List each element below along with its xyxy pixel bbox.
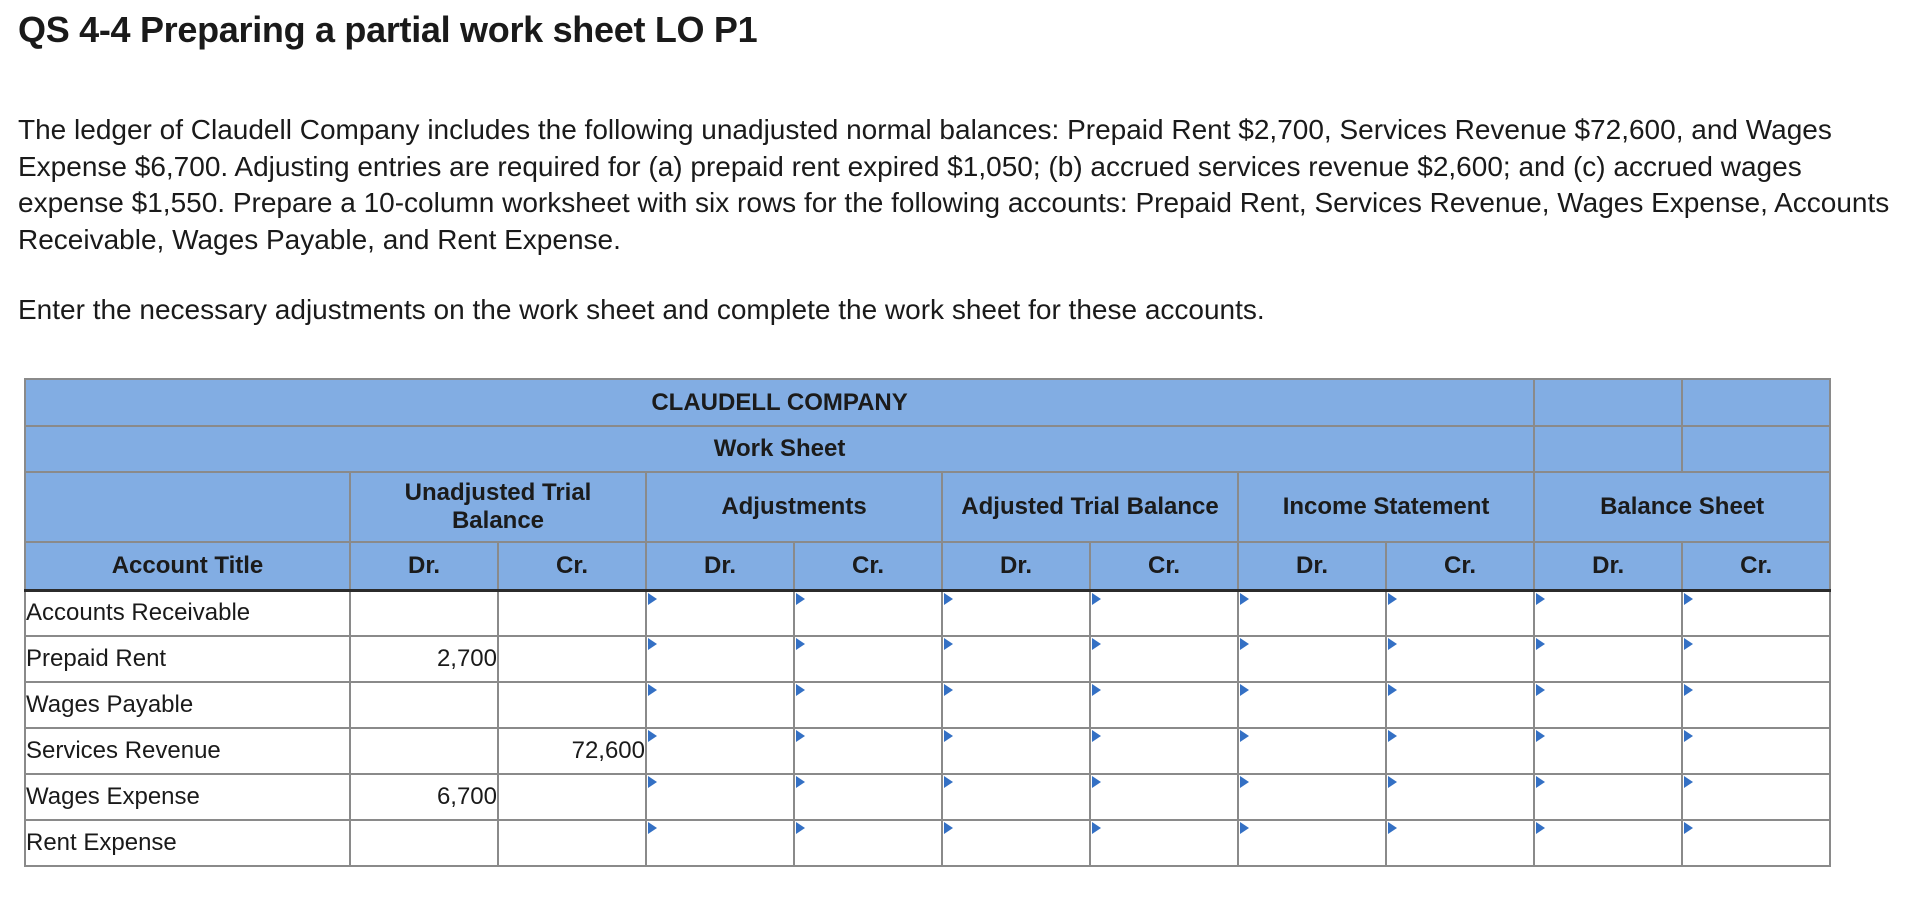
input-marker-icon bbox=[1536, 638, 1545, 650]
income-dr-input[interactable] bbox=[1239, 729, 1385, 773]
input-marker-icon bbox=[1092, 593, 1101, 605]
adjusted-dr-input[interactable] bbox=[943, 637, 1089, 681]
adjusted-cr-input[interactable] bbox=[1091, 683, 1237, 727]
input-marker-icon bbox=[796, 776, 805, 788]
income-cr-input-cell bbox=[1386, 774, 1534, 820]
adjusted-cr-input[interactable] bbox=[1091, 775, 1237, 819]
input-marker-icon bbox=[1240, 730, 1249, 742]
input-marker-icon bbox=[1388, 638, 1397, 650]
unadjusted-cr-cell bbox=[498, 636, 646, 682]
income-dr-input[interactable] bbox=[1239, 775, 1385, 819]
adjusted-dr-input-cell bbox=[942, 590, 1090, 636]
adjusted-dr-input[interactable] bbox=[943, 821, 1089, 865]
section-unadjusted-label: Unadjusted Trial Balance bbox=[404, 479, 592, 534]
unadjusted-cr-cell bbox=[498, 820, 646, 866]
balance-cr-input-cell bbox=[1682, 774, 1830, 820]
input-marker-icon bbox=[944, 822, 953, 834]
table-row bbox=[25, 682, 1830, 728]
adjustments-dr-header: Dr. bbox=[646, 542, 794, 590]
adjusted-dr-input-cell bbox=[942, 774, 1090, 820]
unadjusted-dr-cell bbox=[350, 590, 498, 636]
balance-cr-input[interactable] bbox=[1683, 729, 1829, 773]
adjustments-cr-input-cell bbox=[794, 728, 942, 774]
adjustments-cr-input[interactable] bbox=[795, 729, 941, 773]
input-marker-icon bbox=[944, 638, 953, 650]
input-marker-icon bbox=[796, 822, 805, 834]
adjusted-cr-input-cell bbox=[1090, 636, 1238, 682]
input-marker-icon bbox=[1240, 638, 1249, 650]
balance-dr-input-cell bbox=[1534, 728, 1682, 774]
input-marker-icon bbox=[648, 776, 657, 788]
adjusted-cr-header: Cr. bbox=[1090, 542, 1238, 590]
income-dr-input[interactable] bbox=[1239, 821, 1385, 865]
balance-cr-input[interactable] bbox=[1683, 821, 1829, 865]
income-cr-input[interactable] bbox=[1387, 729, 1533, 773]
income-cr-input[interactable] bbox=[1387, 592, 1533, 636]
account-title-cell: Accounts Receivable bbox=[25, 590, 350, 636]
unadjusted-dr-cell: 6,700 bbox=[350, 774, 498, 820]
account-title-cell: Rent Expense bbox=[25, 820, 350, 866]
table-row bbox=[25, 590, 1830, 636]
input-marker-icon bbox=[1684, 822, 1693, 834]
income-cr-input[interactable] bbox=[1387, 637, 1533, 681]
adjustments-cr-input-cell bbox=[794, 636, 942, 682]
adjusted-cr-input[interactable] bbox=[1091, 729, 1237, 773]
adjusted-dr-input-cell bbox=[942, 636, 1090, 682]
unadjusted-cr-cell bbox=[498, 774, 646, 820]
input-marker-icon bbox=[1092, 776, 1101, 788]
balance-dr-input-cell bbox=[1534, 682, 1682, 728]
adjustments-dr-input-cell bbox=[646, 590, 794, 636]
balance-cr-input-cell bbox=[1682, 590, 1830, 636]
adjusted-dr-input[interactable] bbox=[943, 683, 1089, 727]
input-marker-icon bbox=[1684, 776, 1693, 788]
question-instruction: Enter the necessary adjustments on the work sheet and complete the work sheet for these accounts. bbox=[18, 294, 1265, 325]
input-marker-icon bbox=[648, 822, 657, 834]
input-marker-icon bbox=[648, 684, 657, 696]
input-marker-icon bbox=[944, 730, 953, 742]
input-marker-icon bbox=[1092, 730, 1101, 742]
input-marker-icon bbox=[1388, 776, 1397, 788]
adjustments-dr-input[interactable] bbox=[647, 729, 793, 773]
input-marker-icon bbox=[1388, 730, 1397, 742]
unadjusted-dr-cell bbox=[350, 682, 498, 728]
adjusted-dr-input[interactable] bbox=[943, 592, 1089, 636]
section-adjusted-trial-balance: Adjusted Trial Balance bbox=[942, 472, 1238, 542]
input-marker-icon bbox=[1388, 684, 1397, 696]
section-income-statement: Income Statement bbox=[1238, 472, 1534, 542]
account-title-cell: Wages Payable bbox=[25, 682, 350, 728]
adjustments-cr-input[interactable] bbox=[795, 821, 941, 865]
unadjusted-dr-cell bbox=[350, 728, 498, 774]
adjustments-cr-input-cell bbox=[794, 682, 942, 728]
input-marker-icon bbox=[1240, 593, 1249, 605]
input-marker-icon bbox=[1536, 776, 1545, 788]
balance-cr-input[interactable] bbox=[1683, 775, 1829, 819]
balance-cr-input-cell bbox=[1682, 636, 1830, 682]
income-cr-input[interactable] bbox=[1387, 775, 1533, 819]
balance-cr-input-cell bbox=[1682, 820, 1830, 866]
unadjusted-cr-cell bbox=[498, 682, 646, 728]
adjustments-dr-input-cell bbox=[646, 728, 794, 774]
input-marker-icon bbox=[796, 730, 805, 742]
income-cr-input[interactable] bbox=[1387, 821, 1533, 865]
income-dr-input-cell bbox=[1238, 682, 1386, 728]
income-dr-input-cell bbox=[1238, 636, 1386, 682]
header-blank-cell bbox=[1534, 426, 1682, 472]
balance-cr-input[interactable] bbox=[1683, 637, 1829, 681]
input-marker-icon bbox=[796, 684, 805, 696]
adjusted-dr-input-cell bbox=[942, 820, 1090, 866]
adjusted-dr-input[interactable] bbox=[943, 729, 1089, 773]
adjustments-dr-input[interactable] bbox=[647, 637, 793, 681]
adjustments-cr-input-cell bbox=[794, 590, 942, 636]
balance-cr-input-cell bbox=[1682, 728, 1830, 774]
balance-dr-input[interactable] bbox=[1535, 775, 1681, 819]
input-marker-icon bbox=[944, 684, 953, 696]
input-marker-icon bbox=[1536, 822, 1545, 834]
balance-dr-input[interactable] bbox=[1535, 637, 1681, 681]
input-marker-icon bbox=[1684, 730, 1693, 742]
balance-cr-input[interactable] bbox=[1683, 592, 1829, 636]
income-dr-input[interactable] bbox=[1239, 637, 1385, 681]
adjusted-cr-input-cell bbox=[1090, 590, 1238, 636]
income-dr-input[interactable] bbox=[1239, 592, 1385, 636]
income-cr-input-cell bbox=[1386, 820, 1534, 866]
balance-dr-input-cell bbox=[1534, 774, 1682, 820]
balance-dr-header: Dr. bbox=[1534, 542, 1682, 590]
section-balance-sheet: Balance Sheet bbox=[1534, 472, 1830, 542]
header-blank-cell bbox=[1682, 426, 1830, 472]
input-marker-icon bbox=[1092, 638, 1101, 650]
input-marker-icon bbox=[1536, 730, 1545, 742]
adjustments-dr-input[interactable] bbox=[647, 821, 793, 865]
table-row bbox=[25, 820, 1830, 866]
table-row bbox=[25, 636, 1830, 682]
company-name: CLAUDELL COMPANY bbox=[25, 379, 1534, 426]
section-header-blank bbox=[25, 472, 350, 542]
section-adjustments: Adjustments bbox=[646, 472, 942, 542]
input-marker-icon bbox=[1092, 684, 1101, 696]
unadjusted-cr-cell bbox=[498, 590, 646, 636]
adjusted-cr-input-cell bbox=[1090, 682, 1238, 728]
adjustments-dr-input-cell bbox=[646, 636, 794, 682]
table-row bbox=[25, 728, 1830, 774]
adjustments-cr-input[interactable] bbox=[795, 683, 941, 727]
balance-cr-input-cell bbox=[1682, 682, 1830, 728]
adjustments-cr-input-cell bbox=[794, 774, 942, 820]
adjustments-cr-input[interactable] bbox=[795, 775, 941, 819]
header-blank-cell bbox=[1682, 379, 1830, 426]
input-marker-icon bbox=[796, 593, 805, 605]
income-dr-input-cell bbox=[1238, 728, 1386, 774]
question-title: QS 4-4 Preparing a partial work sheet LO P1 bbox=[18, 9, 758, 50]
balance-dr-input[interactable] bbox=[1535, 821, 1681, 865]
balance-cr-input[interactable] bbox=[1683, 683, 1829, 727]
income-cr-header: Cr. bbox=[1386, 542, 1534, 590]
adjusted-cr-input[interactable] bbox=[1091, 592, 1237, 636]
unadjusted-dr-header: Dr. bbox=[350, 542, 498, 590]
income-cr-input-cell bbox=[1386, 590, 1534, 636]
adjusted-cr-input-cell bbox=[1090, 728, 1238, 774]
worksheet-subtitle: Work Sheet bbox=[25, 426, 1534, 472]
adjustments-cr-input[interactable] bbox=[795, 592, 941, 636]
adjustments-dr-input-cell bbox=[646, 820, 794, 866]
balance-dr-input-cell bbox=[1534, 636, 1682, 682]
account-title-cell: Services Revenue bbox=[25, 728, 350, 774]
balance-dr-input[interactable] bbox=[1535, 683, 1681, 727]
income-dr-input-cell bbox=[1238, 774, 1386, 820]
input-marker-icon bbox=[1536, 684, 1545, 696]
income-cr-input-cell bbox=[1386, 636, 1534, 682]
input-marker-icon bbox=[944, 593, 953, 605]
income-dr-input-cell bbox=[1238, 590, 1386, 636]
income-cr-input-cell bbox=[1386, 728, 1534, 774]
adjusted-cr-input-cell bbox=[1090, 774, 1238, 820]
unadjusted-dr-cell: 2,700 bbox=[350, 636, 498, 682]
income-dr-input[interactable] bbox=[1239, 683, 1385, 727]
adjustments-dr-input[interactable] bbox=[647, 775, 793, 819]
input-marker-icon bbox=[648, 593, 657, 605]
work-sheet-table bbox=[24, 378, 1831, 867]
adjustments-cr-input-cell bbox=[794, 820, 942, 866]
adjusted-dr-header: Dr. bbox=[942, 542, 1090, 590]
adjusted-cr-input[interactable] bbox=[1091, 637, 1237, 681]
account-title-cell: Wages Expense bbox=[25, 774, 350, 820]
adjustments-dr-input-cell bbox=[646, 774, 794, 820]
input-marker-icon bbox=[1240, 776, 1249, 788]
balance-dr-input[interactable] bbox=[1535, 729, 1681, 773]
section-unadjusted-trial-balance bbox=[350, 472, 646, 542]
unadjusted-cr-cell: 72,600 bbox=[498, 728, 646, 774]
account-title-header: Account Title bbox=[25, 542, 350, 590]
unadjusted-dr-cell bbox=[350, 820, 498, 866]
adjustments-dr-input-cell bbox=[646, 682, 794, 728]
input-marker-icon bbox=[1240, 822, 1249, 834]
adjustments-cr-input[interactable] bbox=[795, 637, 941, 681]
input-marker-icon bbox=[1684, 593, 1693, 605]
balance-dr-input[interactable] bbox=[1535, 592, 1681, 636]
input-marker-icon bbox=[1684, 684, 1693, 696]
input-marker-icon bbox=[648, 638, 657, 650]
adjustments-cr-header: Cr. bbox=[794, 542, 942, 590]
income-cr-input-cell bbox=[1386, 682, 1534, 728]
input-marker-icon bbox=[648, 730, 657, 742]
balance-dr-input-cell bbox=[1534, 590, 1682, 636]
adjustments-dr-input[interactable] bbox=[647, 683, 793, 727]
table-row bbox=[25, 774, 1830, 820]
adjusted-dr-input-cell bbox=[942, 728, 1090, 774]
unadjusted-cr-header: Cr. bbox=[498, 542, 646, 590]
income-dr-header: Dr. bbox=[1238, 542, 1386, 590]
input-marker-icon bbox=[1536, 593, 1545, 605]
adjusted-cr-input-cell bbox=[1090, 820, 1238, 866]
adjusted-cr-input[interactable] bbox=[1091, 821, 1237, 865]
input-marker-icon bbox=[1240, 684, 1249, 696]
balance-dr-input-cell bbox=[1534, 820, 1682, 866]
header-blank-cell bbox=[1534, 379, 1682, 426]
input-marker-icon bbox=[1684, 638, 1693, 650]
balance-cr-header: Cr. bbox=[1682, 542, 1830, 590]
adjustments-dr-input[interactable] bbox=[647, 592, 793, 636]
question-prompt: The ledger of Claudell Company includes the following unadjusted normal balances: Prepaid Rent $2,700, Services Revenue $72,600, and Wages Expense $6,700. Adjusting entries are required for (a) prepaid rent expired $1,050; (b) accrued services revenue $2,600; and (c) accrued wages expense $1,550. Prepare a 10-column worksheet with six rows for the following accounts: Prepaid Rent, Services Revenue, Wages Expense, Accounts Receivable, Wages Payable, and Rent Expense. bbox=[18, 114, 1890, 255]
income-dr-input-cell bbox=[1238, 820, 1386, 866]
input-marker-icon bbox=[1092, 822, 1101, 834]
income-cr-input[interactable] bbox=[1387, 683, 1533, 727]
input-marker-icon bbox=[1388, 822, 1397, 834]
input-marker-icon bbox=[796, 638, 805, 650]
adjusted-dr-input-cell bbox=[942, 682, 1090, 728]
input-marker-icon bbox=[944, 776, 953, 788]
adjusted-dr-input[interactable] bbox=[943, 775, 1089, 819]
input-marker-icon bbox=[1388, 593, 1397, 605]
account-title-cell: Prepaid Rent bbox=[25, 636, 350, 682]
